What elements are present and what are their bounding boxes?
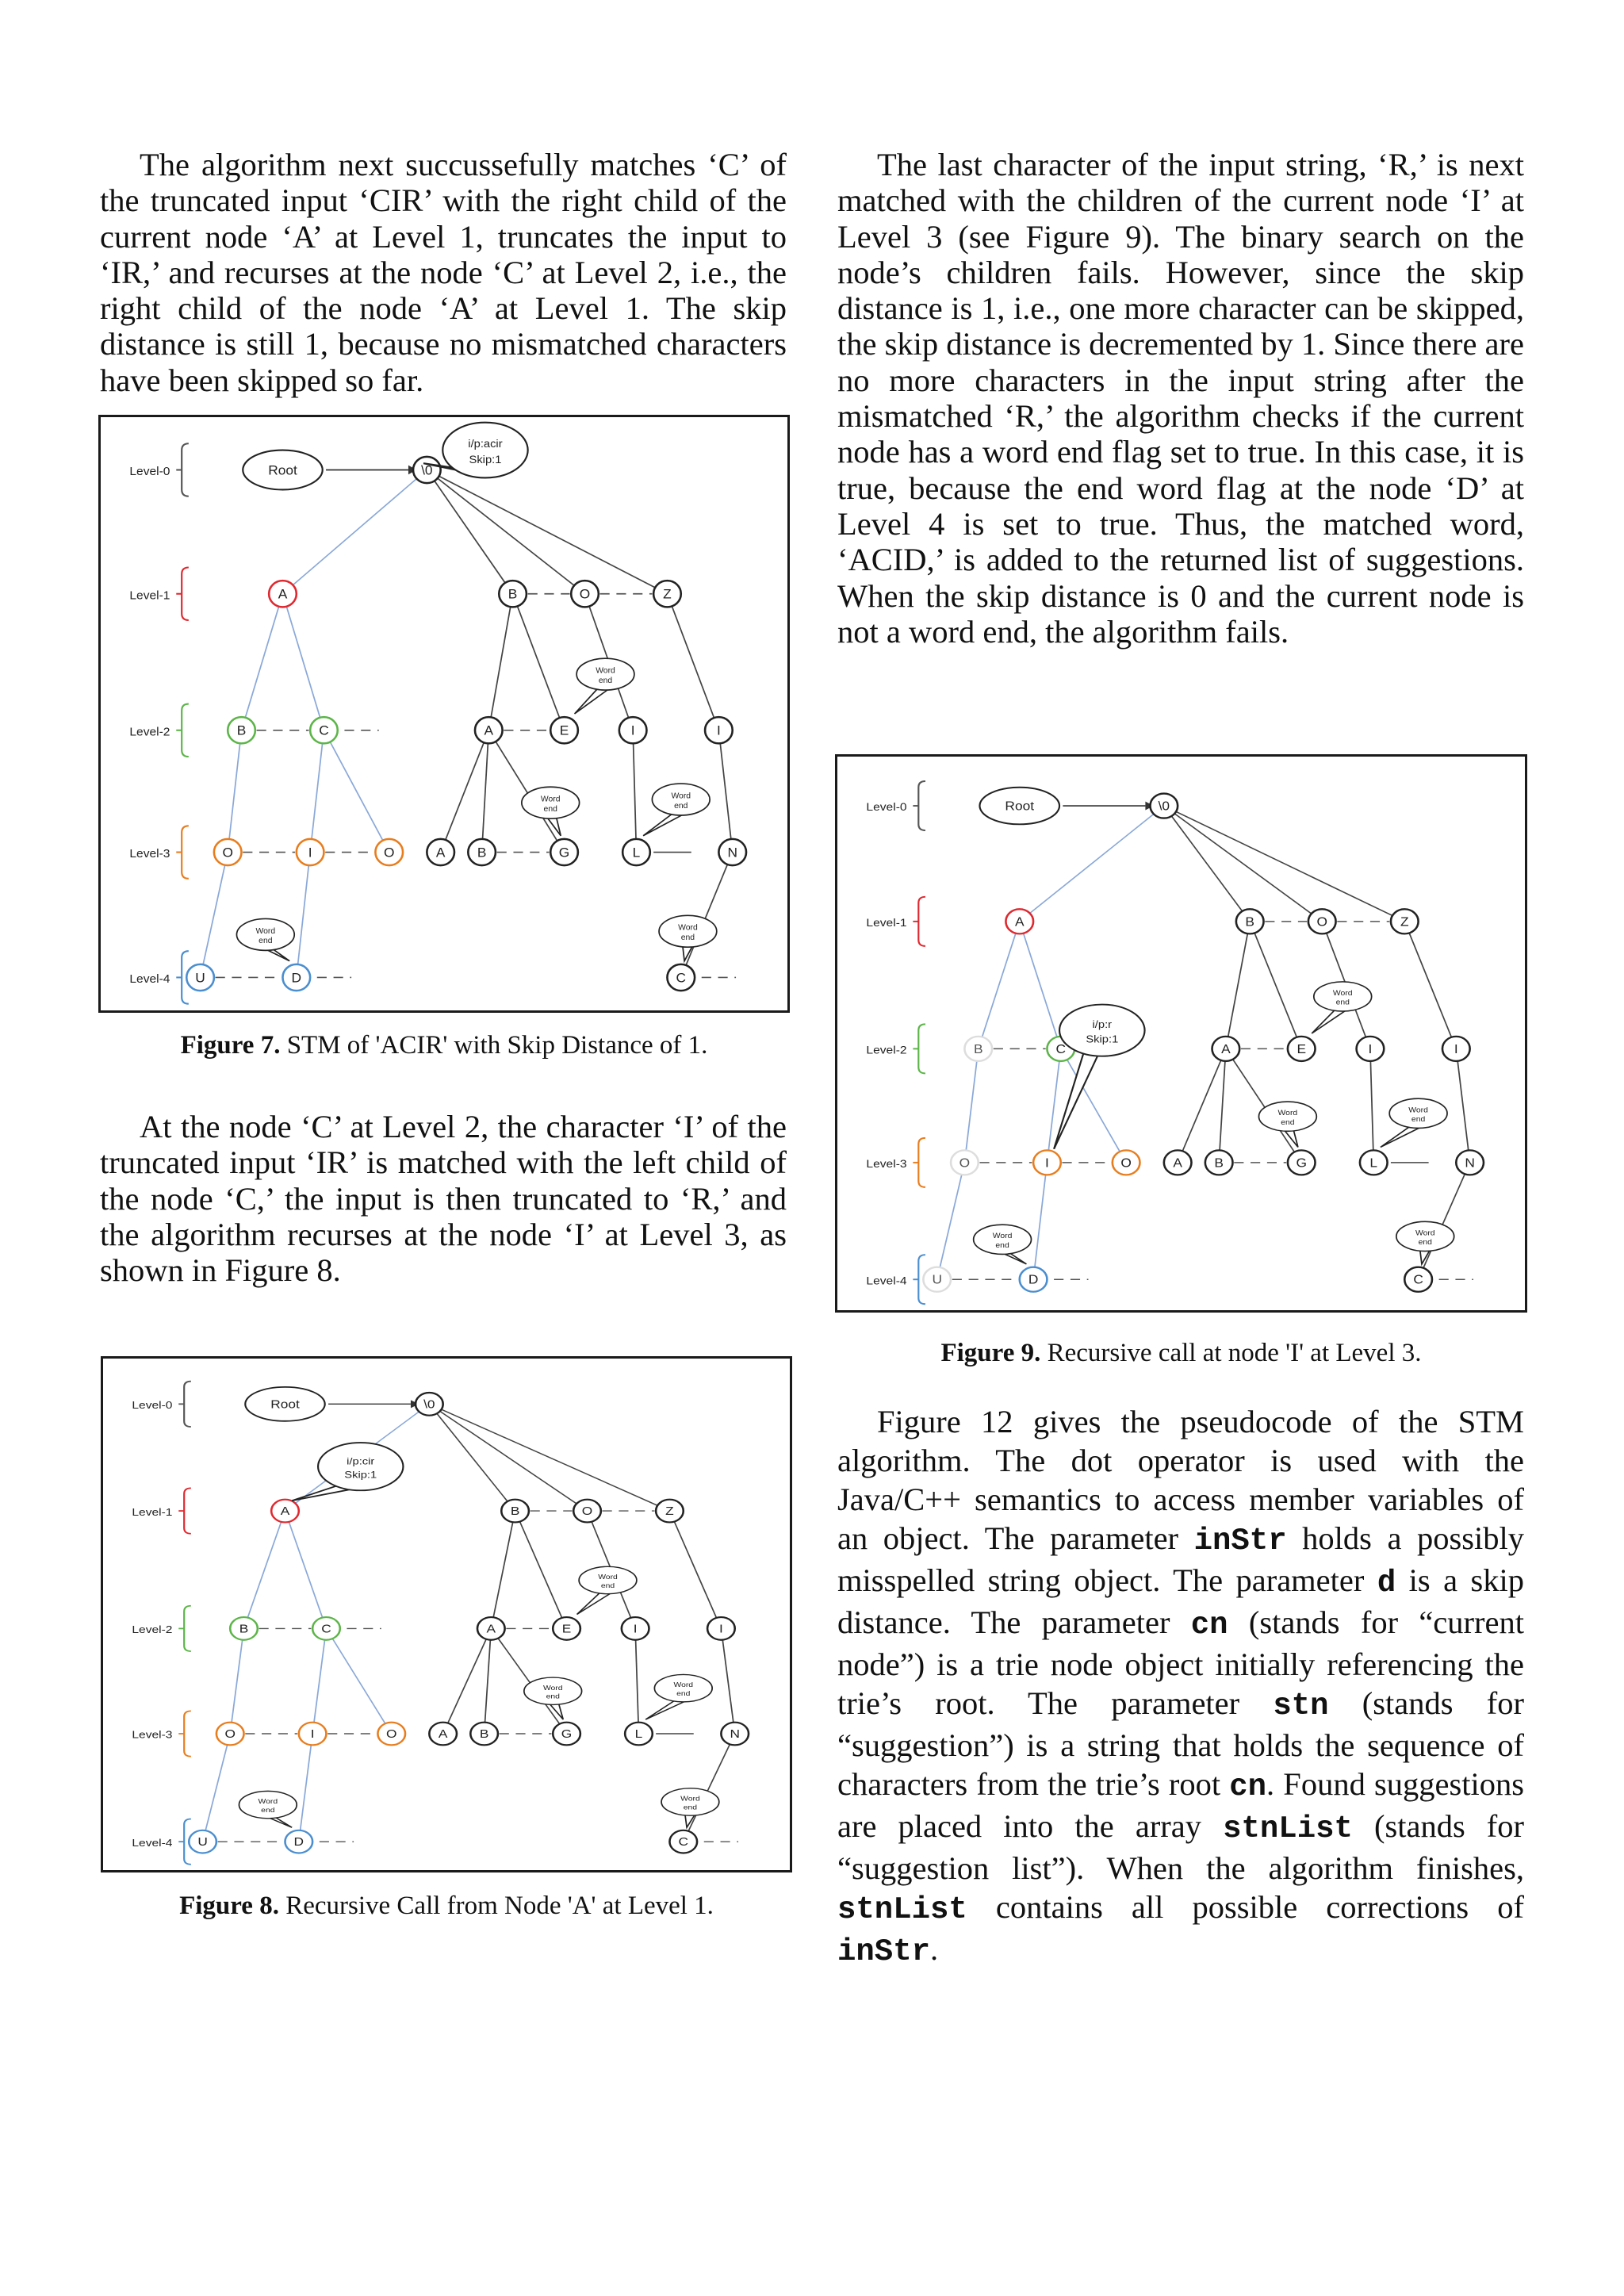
trie-diagram: [101, 417, 787, 1010]
paragraph-3: The last character of the input string, ‘R,’ is next matched with the children of the current node ‘I’ at Level 3 (see Figure 9). The binary search on the node’s children fails. However, since the skip distance is 1, i.e., one more character can be skipped, the skip distance is decremented by 1. Since there are no more characters in the input string after the mismatched ‘R,’ the algorithm checks if the current node has a word end flag set to true. In this case, it is true, because the end word flag at the node ‘D’ at Level 4 is set to true. Thus, the matched word, ‘ACID,’ is added to the returned list of suggestions. When the skip distance is 0 and the current node is not a word end, the algorithm fails.: [837, 147, 1524, 650]
trie-node-label: B: [239, 1623, 249, 1636]
trie-node-label: I: [718, 1623, 723, 1636]
trie-node-label: B: [508, 586, 518, 602]
svg-text:end: end: [600, 1581, 615, 1590]
trie-node-label: G: [558, 845, 570, 861]
trie-node-label: \0: [1158, 799, 1170, 814]
trie-node-label: \0: [423, 1398, 435, 1411]
svg-text:Word: Word: [673, 1681, 694, 1689]
figure-8-caption: Figure 8. Recursive Call from Node 'A' at Level 1.: [179, 1892, 714, 1920]
figure-8: [101, 1356, 792, 1872]
root-label: Root: [268, 462, 297, 478]
trie-node-label: B: [1245, 915, 1254, 930]
level-label: Level-4: [866, 1275, 907, 1288]
svg-text:Word: Word: [1332, 989, 1353, 998]
trie-node-label: I: [633, 1623, 638, 1636]
root-label: Root: [270, 1398, 300, 1411]
trie-node-label: A: [1014, 915, 1025, 930]
level-label: Level-1: [132, 1506, 173, 1519]
svg-text:Word: Word: [598, 1573, 618, 1581]
trie-node-label: B: [236, 723, 247, 738]
trie-node-label: O: [1316, 915, 1327, 930]
code-inStr-2: inStr: [837, 1934, 931, 1969]
level-label: Level-3: [129, 847, 170, 861]
trie-node-label: E: [561, 1623, 572, 1636]
trie-node-label: B: [1214, 1156, 1224, 1171]
trie-node-label: A: [438, 1728, 448, 1741]
trie-node-label: A: [278, 586, 288, 602]
svg-text:end: end: [1281, 1118, 1295, 1127]
paragraph-4: Figure 12 gives the pseudocode of the STM algorithm. The dot operator is used with the Java/C++ semantics to access member variables of an object. The parameter inStr holds a possibly misspelled string object. The parameter d is a skip distance. The parameter cn (stands for “current node”) is a trie node object initially referencing the trie’s root. The parameter stn (stands for “suggestion”) is a string that holds the sequence of characters from the trie’s root cn. Found suggestions are placed into the array stnList (stands for “suggestion list”). When the algorithm finishes, stnList contains all possible corrections of inStr.: [837, 1404, 1525, 1969]
level-label: Level-4: [129, 972, 170, 987]
trie-node-label: D: [1028, 1273, 1039, 1287]
trie-node-label: I: [310, 1728, 315, 1741]
trie-node-label: C: [1413, 1273, 1423, 1287]
trie-node-label: O: [959, 1156, 971, 1171]
trie-node-label: L: [1369, 1156, 1378, 1171]
level-label: Level-3: [132, 1729, 173, 1742]
code-cn-2: cn: [1229, 1769, 1267, 1804]
trie-node-label: O: [385, 1728, 397, 1741]
trie-node-label: I: [716, 723, 721, 738]
svg-text:Word: Word: [1415, 1228, 1435, 1238]
trie-node-label: Z: [663, 586, 672, 602]
trie-node-label: C: [678, 1836, 689, 1849]
root-label: Root: [1005, 799, 1035, 814]
trie-node-label: C: [319, 723, 329, 738]
callout-skip: Skip:1: [1086, 1033, 1119, 1045]
level-label: Level-2: [132, 1624, 173, 1636]
trie-node-label: N: [730, 1728, 740, 1741]
trie-node-label: \0: [421, 462, 433, 478]
trie-node-label: B: [973, 1042, 983, 1056]
svg-text:Word: Word: [1408, 1106, 1428, 1115]
trie-node-label: I: [308, 845, 312, 861]
code-inStr: inStr: [1193, 1524, 1287, 1558]
trie-node-label: L: [632, 845, 641, 861]
svg-text:Word: Word: [992, 1232, 1013, 1241]
trie-node-label: C: [676, 970, 687, 986]
trie-node-label: I: [1454, 1042, 1458, 1056]
trie-node-label: O: [1120, 1156, 1132, 1171]
trie-node-label: A: [486, 1623, 496, 1636]
svg-text:Word: Word: [258, 1797, 278, 1806]
figure-7: [98, 415, 790, 1013]
trie-node-label: Z: [665, 1505, 674, 1518]
code-stnList: stnList: [1223, 1811, 1353, 1846]
level-label: Level-2: [866, 1045, 907, 1057]
svg-text:end: end: [995, 1241, 1009, 1250]
trie-node-label: I: [1045, 1156, 1049, 1171]
svg-text:Word: Word: [596, 666, 615, 676]
svg-text:end: end: [674, 802, 688, 811]
trie-node-label: Z: [1400, 915, 1409, 930]
callout-input: i/p:r: [1092, 1018, 1113, 1030]
trie-node-label: A: [484, 723, 494, 738]
trie-node-label: A: [280, 1505, 290, 1518]
svg-text:end: end: [1418, 1238, 1432, 1247]
trie-node-label: U: [195, 970, 205, 986]
svg-text:end: end: [1335, 999, 1350, 1007]
trie-diagram: [837, 757, 1525, 1310]
paragraph-1: The algorithm next succussefully matches ‘C’ of the truncated input ‘CIR’ with the right child of the current node ‘A’ at Level 1, truncates the input to ‘IR,’ and recurses at the node ‘C’ at Level 2, i.e., the right child of the node ‘A’ at Level 1. The skip distance is still 1, because no mismatched characters have been skipped so far.: [100, 147, 787, 398]
trie-node-label: D: [291, 970, 302, 986]
trie-node-label: G: [561, 1728, 573, 1741]
trie-node-label: O: [224, 1728, 236, 1741]
trie-node-label: G: [1296, 1156, 1307, 1171]
svg-text:Word: Word: [671, 792, 691, 801]
level-label: Level-0: [866, 801, 907, 815]
trie-node-label: A: [435, 845, 446, 861]
trie-node-label: U: [197, 1836, 208, 1849]
code-stnList-2: stnList: [837, 1892, 967, 1927]
code-stn: stn: [1273, 1688, 1329, 1723]
level-label: Level-0: [132, 1400, 173, 1412]
trie-node-label: N: [1465, 1156, 1475, 1171]
svg-text:Word: Word: [1277, 1109, 1298, 1117]
level-label: Level-0: [129, 465, 170, 479]
trie-node-label: O: [581, 1505, 593, 1518]
trie-node-label: A: [1221, 1042, 1231, 1056]
svg-text:end: end: [680, 933, 695, 943]
trie-node-label: I: [1368, 1042, 1373, 1056]
trie-node-label: A: [1173, 1156, 1182, 1171]
trie-node-label: C: [1055, 1042, 1067, 1056]
level-label: Level-1: [866, 917, 907, 930]
svg-text:end: end: [598, 677, 613, 685]
figure-9: [835, 754, 1527, 1313]
svg-text:end: end: [261, 1806, 275, 1815]
svg-text:end: end: [543, 805, 557, 814]
trie-node-label: L: [634, 1728, 643, 1741]
trie-node-label: I: [630, 723, 635, 738]
code-d: d: [1377, 1566, 1396, 1600]
level-label: Level-3: [866, 1158, 907, 1171]
trie-node-label: E: [1297, 1042, 1307, 1056]
trie-node-label: E: [559, 723, 569, 738]
svg-text:end: end: [546, 1692, 560, 1701]
trie-node-label: O: [579, 586, 591, 602]
callout-skip: Skip:1: [469, 454, 502, 467]
trie-node-label: O: [383, 845, 395, 861]
trie-diagram: [103, 1359, 790, 1870]
svg-text:Word: Word: [680, 1795, 700, 1803]
trie-node-label: B: [510, 1505, 520, 1518]
svg-text:Word: Word: [255, 926, 276, 936]
svg-text:end: end: [683, 1803, 698, 1812]
figure-9-caption: Figure 9. Recursive call at node 'I' at Level 3.: [940, 1339, 1422, 1367]
trie-node-label: U: [932, 1273, 942, 1287]
svg-text:end: end: [259, 937, 273, 946]
trie-node-label: C: [321, 1623, 331, 1636]
level-label: Level-2: [129, 725, 170, 739]
svg-text:end: end: [1411, 1115, 1426, 1124]
trie-node-label: B: [479, 1728, 489, 1741]
code-cn: cn: [1190, 1608, 1228, 1642]
trie-node-label: B: [477, 845, 487, 861]
trie-node-label: N: [727, 845, 737, 861]
trie-node-label: D: [293, 1836, 304, 1849]
callout-input: i/p:cir: [347, 1455, 375, 1467]
figure-7-caption: Figure 7. STM of 'ACIR' with Skip Distance of 1.: [180, 1031, 708, 1060]
svg-text:Word: Word: [540, 795, 561, 804]
svg-text:Word: Word: [678, 923, 698, 933]
paragraph-2: At the node ‘C’ at Level 2, the character ‘I’ of the truncated input ‘IR’ is matched with the left child of the node ‘C,’ the input is then truncated to ‘R,’ and the algorithm recurses at the node ‘I’ at Level 3, as shown in Figure 8.: [100, 1109, 787, 1289]
callout-skip: Skip:1: [344, 1469, 377, 1481]
level-label: Level-4: [132, 1838, 173, 1849]
trie-node-label: O: [222, 845, 233, 861]
level-label: Level-1: [129, 588, 170, 603]
callout-input: i/p:acir: [468, 438, 503, 451]
svg-text:Word: Word: [542, 1684, 563, 1692]
svg-text:end: end: [676, 1689, 691, 1698]
